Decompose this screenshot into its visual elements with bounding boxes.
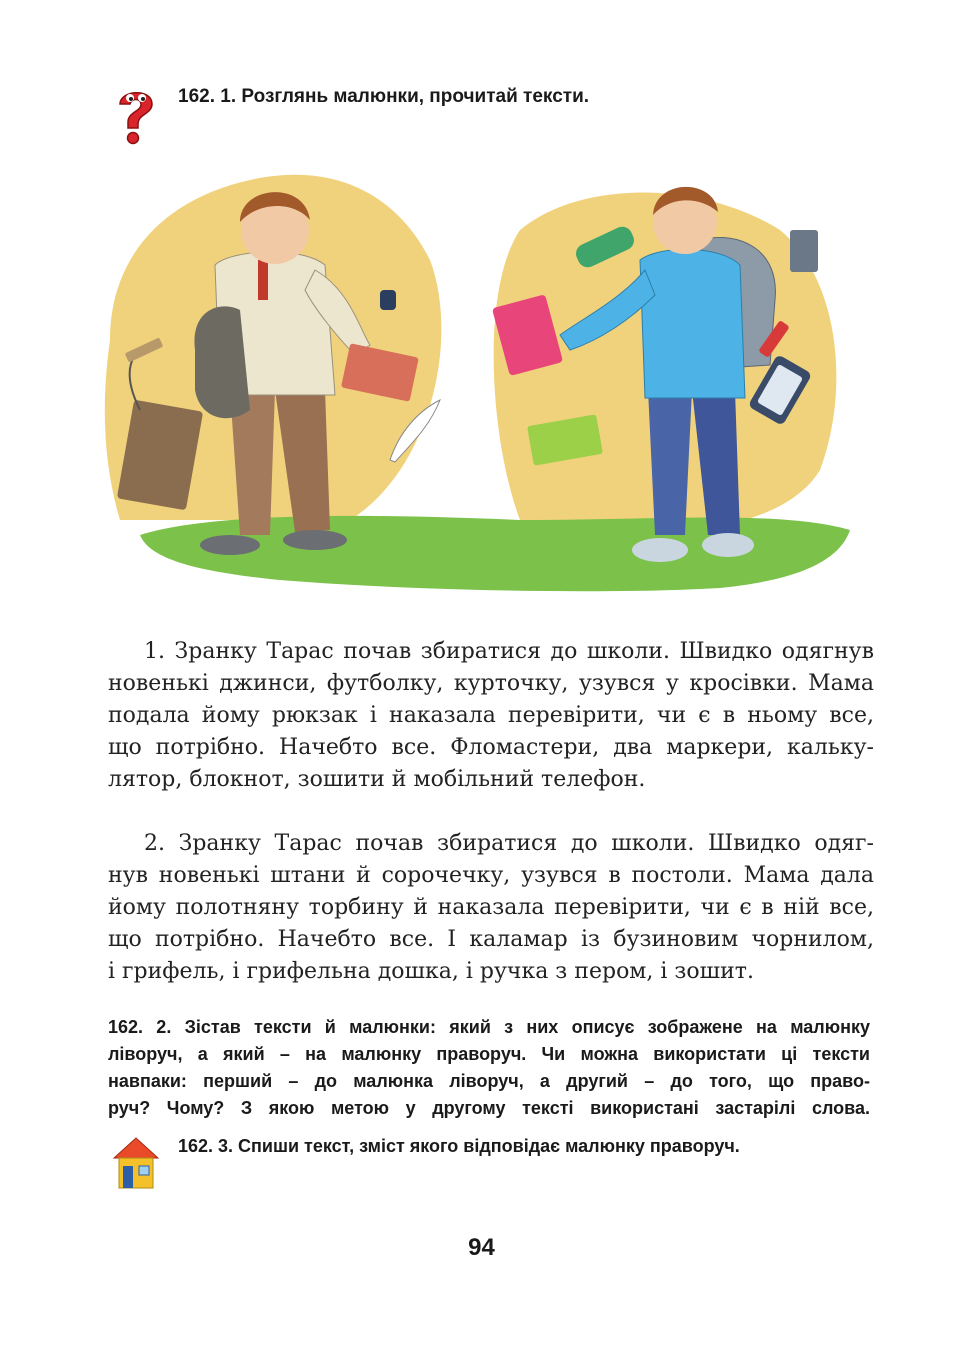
task-162-3-heading: 162. 3. Спиши текст, зміст якого відповідає малюнку праворуч. bbox=[178, 1136, 740, 1156]
text-2-line: йому полотняну торбину й наказала перевірити, чи є в ній все, bbox=[108, 895, 874, 920]
text-2-line: нув новенькі штани й сорочечку, узувся в постоли. Мама дала bbox=[108, 863, 874, 888]
text-1-line: 1. Зранку Тарас почав збиратися до школи. Швидко одягнув bbox=[144, 639, 874, 664]
task-162-2 bbox=[108, 1014, 870, 1122]
task-162-1-heading: 162. 1. Розглянь малюнки, прочитай тексти. bbox=[178, 86, 590, 107]
task-162-2-line: 162. 2. Зістав тексти й малюнки: який з них описує зображене на малюнку bbox=[108, 1017, 870, 1037]
text-2 bbox=[108, 828, 874, 988]
text-1-line: подала йому рюкзак і наказала перевірити, чи є в ньому все, bbox=[108, 703, 874, 728]
text-2-line: що потрібно. Начебто все. І каламар із бузиновим чорнилом, bbox=[108, 927, 874, 952]
task-162-2-line: руч? Чому? З якою метою у другому тексті використані застарілі слова. bbox=[108, 1098, 870, 1118]
house-icon bbox=[112, 1134, 160, 1197]
text-1 bbox=[108, 636, 874, 796]
text-1-line: що потрібно. Начебто все. Фломастери, два маркери, кальку- bbox=[108, 735, 874, 760]
text-2-line: 2. Зранку Тарас почав збиратися до школи. Швидко одяг- bbox=[144, 831, 874, 856]
task-162-2-line: ліворуч, а який – на малюнку праворуч. Чи можна використати ці тексти bbox=[108, 1044, 870, 1064]
text-1-line: новенькі джинси, футболку, курточку, узувся у кросівки. Мама bbox=[108, 671, 874, 696]
task-162-2-line: навпаки: перший – до малюнка ліворуч, а другий – до того, що право- bbox=[108, 1071, 870, 1091]
text-2-line: і грифель, і грифельна дошка, і ручка з пером, і зошит. bbox=[108, 959, 754, 984]
page-number: 94 bbox=[468, 1234, 495, 1261]
text-1-line: лятор, блокнот, зошити й мобільний телефон. bbox=[108, 767, 646, 792]
illustration-two-boys bbox=[100, 140, 860, 605]
